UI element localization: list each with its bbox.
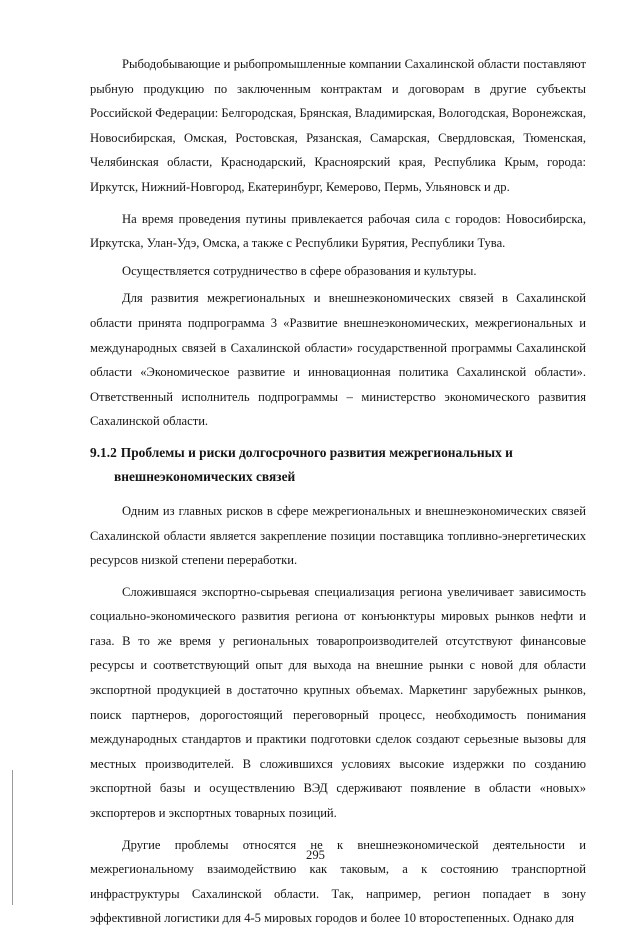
section-title-line2: внешнеэкономических связей: [114, 468, 296, 484]
page-number: 295: [306, 848, 325, 862]
paragraph-cooperation: Осуществляется сотрудничество в сфере образования и культуры.: [122, 263, 477, 278]
paragraph-subprogram: Для развития межрегиональных и внешнеэкономических связей в Сахалинской области принята подпрограмма 3 «Развитие внешнеэкономических, межрегиональных и международных связей в Сахалинской области» государственной программы Сахалинской области «Экономическое развитие и инновационная политика Сахалинской области». Ответственный исполнитель подпрограммы – министерство экономического развития Сахалинской области.: [90, 291, 586, 429]
paragraph-seasonal-workers: На время проведения путины привлекается рабочая сила с городов: Новосибирска, Иркутска, Улан-Удэ, Омска, а также с Республики Бурятия, Республики Тува.: [90, 211, 586, 251]
paragraph-fish-exports: Рыбодобывающие и рыбопромышленные компании Сахалинской области поставляют рыбную продукцию по заключенным контрактам и договорам в другие субъекты Российской Федерации: Белгородская, Брянская, Владимирская, Вологодская, Воронежская, Новосибирская, Омская, Ростовская, Рязанская, Самарская, Свердловская, Тюменская, Челябинская области, Краснодарский, Красноярский края, Республика Крым, города: Иркутск, Нижний-Новгород, Екатеринбург, Кемерово, Пермь, Ульяновск и др.: [90, 57, 586, 194]
paragraph-transport-problems: Другие проблемы относятся не к внешнеэкономической деятельности и межрегиональному взаимодействию как таковым, а к состоянию транспортной инфраструктуры Сахалинской области. Так, например, регион попадает в зону эффективной логистики для 4-5 мировых городов и более 10 второстепенных. Однако для: [90, 837, 586, 926]
document-page: [90, 52, 586, 938]
paragraph-main-risk: Одним из главных рисков в сфере межрегиональных и внешнеэкономических связей Сахалинской области является закрепление позиции поставщика топливно-энергетических ресурсов низкой степени переработки.: [90, 503, 586, 568]
scan-edge-mark: [12, 770, 13, 905]
section-number: 9.1.2: [90, 444, 117, 460]
section-title-line1: Проблемы и риски долгосрочного развития межрегиональных и: [120, 444, 513, 460]
section-heading: [90, 441, 586, 489]
paragraph-export-specialization: Сложившаяся экспортно-сырьевая специализация региона увеличивает зависимость социально-экономического развития региона от конъюнктуры мировых рынков нефти и газа. В то же время у региональных товаропроизводителей отсутствуют финансовые ресурсы и соответствующий опыт для выхода на внешние рынки с новой для области экспортной продукцией в достаточно крупных объемах. Маркетинг зарубежных рынков, поиск партнеров, дорогостоящий переговорный процесс, необходимость понимания международных стандартов и практики подготовки сделок создают серьезные вызовы для местных производителей. В сложившихся условиях высокие издержки по созданию экспортной базы и осуществлению ВЭД сдерживают появление в области «новых» экспортеров и экспортных товарных позиций.: [90, 584, 586, 821]
